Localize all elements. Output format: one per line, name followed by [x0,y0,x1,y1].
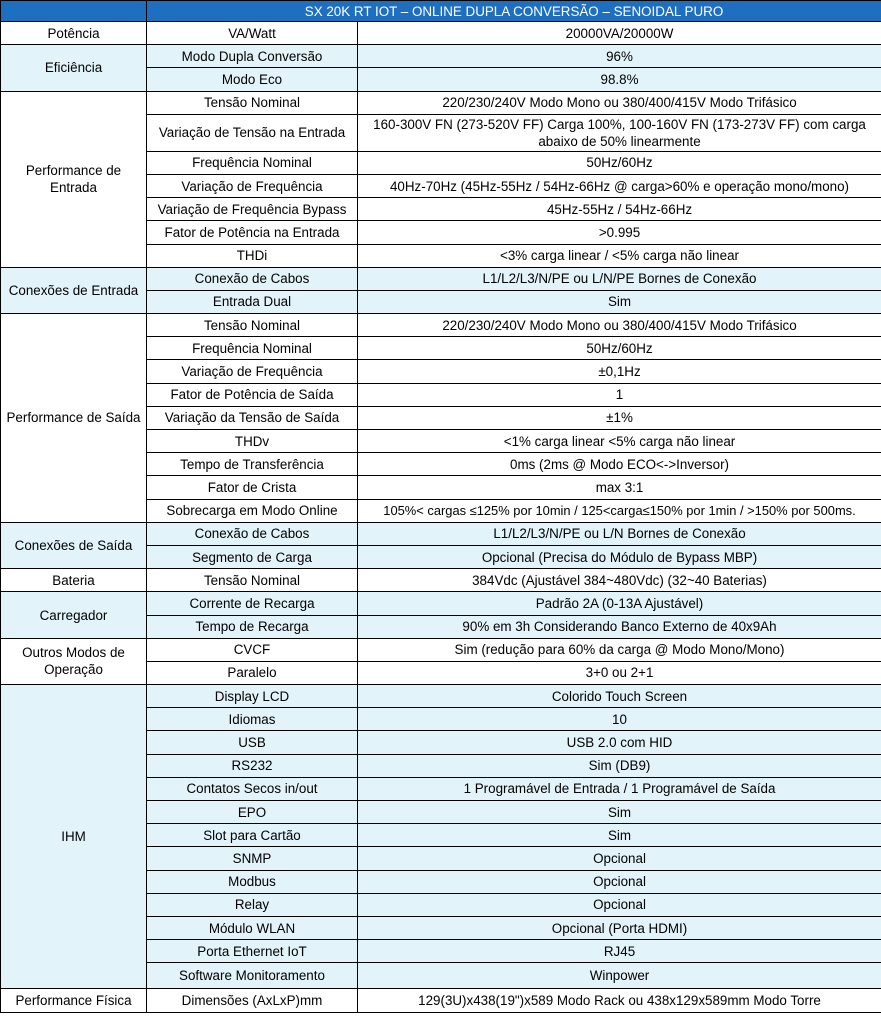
value-cell: 160-300V FN (273-520V FF) Carga 100%, 100-160V FN (173-273V FF) com carga abaixo de 50% linearmente [358,114,881,151]
value-cell: >0.995 [358,221,881,244]
param-cell: Software Monitoramento [147,963,358,989]
table-row [1,91,881,114]
table-row [1,267,881,290]
value-cell: 45Hz-55Hz / 54Hz-66Hz [358,198,881,221]
param-cell: Variação de Frequência [147,174,358,197]
param-cell: Tempo de Transferência [147,453,358,476]
value-cell: L1/L2/L3/N/PE ou L/N/PE Bornes de Conexão [358,267,881,290]
table-row [1,592,881,615]
value-cell: Winpower [358,963,881,989]
param-cell: Entrada Dual [147,290,358,313]
param-cell: Modo Eco [147,68,358,91]
table-row [1,314,881,337]
table-title: SX 20K RT IOT – ONLINE DUPLA CONVERSÃO – SENOIDAL PURO [147,1,881,22]
param-cell: Variação da Tensão de Saída [147,406,358,429]
value-cell: 50Hz/60Hz [358,151,881,174]
param-cell: Modbus [147,870,358,893]
value-cell: ±0,1Hz [358,360,881,383]
value-cell: 105%< cargas ≤125% por 10min / 125<carga≤150% por 1min / >150% por 500ms. [358,499,881,522]
param-cell: Idiomas [147,708,358,731]
value-cell: 1 [358,383,881,406]
value-cell: 50Hz/60Hz [358,337,881,360]
param-cell: USB [147,731,358,754]
table-row [1,45,881,68]
category-cell: Performance de Saída [1,314,147,523]
param-cell: Slot para Cartão [147,824,358,847]
param-cell: Tensão Nominal [147,91,358,114]
value-cell: 10 [358,708,881,731]
param-cell: Fator de Crista [147,476,358,499]
category-cell: Potência [1,22,147,45]
category-cell: Bateria [1,569,147,592]
table-row [1,522,881,545]
value-cell: 96% [358,45,881,68]
category-cell: Performance Física [1,989,147,1012]
value-cell: Opcional [358,847,881,870]
value-cell: Opcional (Precisa do Módulo de Bypass MBP) [358,545,881,568]
param-cell: Display LCD [147,685,358,708]
param-cell: Relay [147,893,358,916]
value-cell: max 3:1 [358,476,881,499]
param-cell: RS232 [147,754,358,777]
param-cell: Tensão Nominal [147,569,358,592]
value-cell: Colorido Touch Screen [358,685,881,708]
param-cell: Corrente de Recarga [147,592,358,615]
value-cell: 384Vdc (Ajustável 384~480Vdc) (32~40 Baterias) [358,569,881,592]
param-cell: VA/Watt [147,22,358,45]
value-cell: USB 2.0 com HID [358,731,881,754]
param-cell: THDv [147,430,358,453]
value-cell: Padrão 2A (0-13A Ajustável) [358,592,881,615]
table-header-row [1,1,881,22]
value-cell: 98.8% [358,68,881,91]
param-cell: Módulo WLAN [147,916,358,939]
value-cell: RJ45 [358,940,881,963]
param-cell: SNMP [147,847,358,870]
param-cell: Sobrecarga em Modo Online [147,499,358,522]
value-cell: Opcional [358,870,881,893]
param-cell: Frequência Nominal [147,151,358,174]
param-cell: Dimensões (AxLxP)mm [147,989,358,1012]
value-cell: Sim [358,290,881,313]
param-cell: Conexão de Cabos [147,267,358,290]
value-cell: 220/230/240V Modo Mono ou 380/400/415V Modo Trifásico [358,91,881,114]
table-row [1,989,881,1012]
category-cell: Eficiência [1,45,147,91]
value-cell: 0ms (2ms @ Modo ECO<->Inversor) [358,453,881,476]
value-cell: 40Hz-70Hz (45Hz-55Hz / 54Hz-66Hz @ carga>60% e operação mono/mono) [358,174,881,197]
table-row [1,569,881,592]
param-cell: THDi [147,244,358,267]
value-cell: 1 Programável de Entrada / 1 Programável de Saída [358,777,881,800]
category-cell: Carregador [1,592,147,638]
value-cell: 129(3U)x438(19")x589 Modo Rack ou 438x129x589mm Modo Torre [358,989,881,1012]
param-cell: Conexão de Cabos [147,522,358,545]
category-cell: Conexões de Entrada [1,267,147,313]
category-cell: Outros Modos de Operação [1,638,147,684]
param-cell: Fator de Potência na Entrada [147,221,358,244]
param-cell: Variação de Tensão na Entrada [147,114,358,151]
value-cell: <3% carga linear / <5% carga não linear [358,244,881,267]
param-cell: Tensão Nominal [147,314,358,337]
param-cell: Fator de Potência de Saída [147,383,358,406]
value-cell: ±1% [358,406,881,429]
table-row [1,638,881,661]
value-cell: Sim (redução para 60% da carga @ Modo Mono/Mono) [358,638,881,661]
value-cell: L1/L2/L3/N/PE ou L/N Bornes de Conexão [358,522,881,545]
table-row [1,685,881,708]
value-cell: Opcional (Porta HDMI) [358,916,881,939]
category-cell: Conexões de Saída [1,522,147,568]
param-cell: Modo Dupla Conversão [147,45,358,68]
param-cell: Variação de Frequência [147,360,358,383]
param-cell: Segmento de Carga [147,545,358,568]
param-cell: Contatos Secos in/out [147,777,358,800]
value-cell: Opcional [358,893,881,916]
value-cell: 3+0 ou 2+1 [358,661,881,684]
table-row [1,22,881,45]
param-cell: Paralelo [147,661,358,684]
value-cell: <1% carga linear <5% carga não linear [358,430,881,453]
category-cell: IHM [1,685,147,989]
value-cell: Sim [358,801,881,824]
value-cell: 220/230/240V Modo Mono ou 380/400/415V Modo Trifásico [358,314,881,337]
category-cell: Performance de Entrada [1,91,147,267]
param-cell: Tempo de Recarga [147,615,358,638]
value-cell: 20000VA/20000W [358,22,881,45]
value-cell: Sim (DB9) [358,754,881,777]
param-cell: CVCF [147,638,358,661]
param-cell: Frequência Nominal [147,337,358,360]
value-cell: 90% em 3h Considerando Banco Externo de 40x9Ah [358,615,881,638]
param-cell: EPO [147,801,358,824]
param-cell: Porta Ethernet IoT [147,940,358,963]
value-cell: Sim [358,824,881,847]
param-cell: Variação de Frequência Bypass [147,198,358,221]
header-empty-cell [1,1,147,22]
